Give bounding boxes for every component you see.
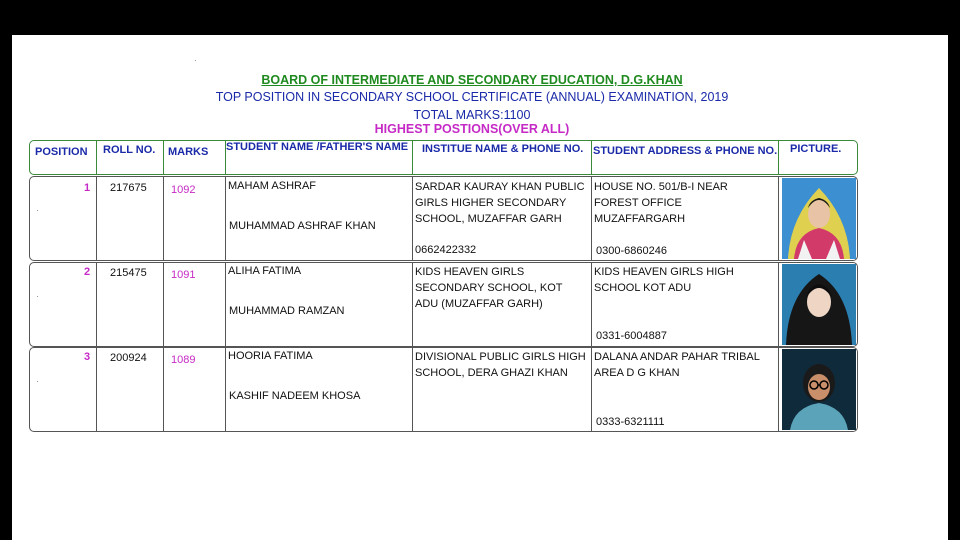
marks: 1089 — [171, 354, 196, 366]
student-photo — [782, 349, 856, 430]
marks: 1091 — [171, 269, 196, 281]
table-row — [29, 347, 858, 432]
marks: 1092 — [171, 184, 196, 196]
institute-phone: 0662422332 — [415, 244, 477, 256]
subtitle: HIGHEST POSTIONS(OVER ALL) — [374, 122, 570, 136]
address-phone: 0333-6321111 — [596, 416, 665, 428]
result-sheet — [12, 35, 948, 540]
position: 3 — [84, 351, 91, 363]
position: 1 — [84, 182, 91, 194]
student-photo — [782, 178, 856, 259]
table-header — [29, 140, 858, 175]
board-title: BOARD OF INTERMEDIATE AND SECONDARY EDUCATION, D.G.KHAN — [261, 73, 683, 87]
col-position: POSITION — [35, 146, 88, 158]
total-marks: TOTAL MARKS:1100 — [413, 108, 531, 122]
address-phone: 0300-6860246 — [596, 245, 667, 257]
col-picture: PICTURE. — [790, 143, 842, 155]
father-name: MUHAMMAD ASHRAF KHAN — [229, 220, 376, 232]
speck — [195, 60, 196, 61]
roll-no: 217675 — [110, 182, 147, 194]
exam-title: TOP POSITION IN SECONDARY SCHOOL CERTIFICATE (ANNUAL) EXAMINATION, 2019 — [215, 90, 729, 104]
student-name: HOORIA FATIMA — [228, 350, 313, 362]
institute-name: SARDAR KAURAY KHAN PUBLIC GIRLS HIGHER SECONDARY SCHOOL, MUZAFFAR GARH — [415, 181, 585, 225]
col-marks: MARKS — [168, 146, 209, 158]
table-row — [29, 176, 858, 261]
col-address: STUDENT ADDRESS & PHONE NO. — [593, 145, 778, 157]
student-address: DALANA ANDAR PAHAR TRIBAL AREA D G KHAN — [594, 351, 760, 379]
address-phone: 0331-6004887 — [596, 330, 667, 342]
col-roll-no: ROLL NO. — [103, 144, 156, 156]
student-name: ALIHA FATIMA — [228, 265, 302, 277]
col-institute: INSTITUE NAME & PHONE NO. — [422, 143, 584, 155]
roll-no: 200924 — [110, 352, 147, 364]
student-name: MAHAM ASHRAF — [228, 180, 317, 192]
col-student-name: STUDENT NAME /FATHER'S NAME — [226, 141, 409, 153]
institute-name: DIVISIONAL PUBLIC GIRLS HIGH SCHOOL, DERA GHAZI KHAN — [415, 351, 586, 379]
roll-no: 215475 — [110, 267, 147, 279]
table-row — [29, 262, 858, 347]
student-address: HOUSE NO. 501/B-I NEAR FOREST OFFICE MUZAFFARGARH — [594, 181, 728, 225]
student-address: KIDS HEAVEN GIRLS HIGH SCHOOL KOT ADU — [594, 266, 734, 294]
father-name: MUHAMMAD RAMZAN — [229, 305, 345, 317]
institute-name: KIDS HEAVEN GIRLS SECONDARY SCHOOL, KOT ADU (MUZAFFAR GARH) — [415, 266, 563, 310]
father-name: KASHIF NADEEM KHOSA — [229, 390, 361, 402]
position: 2 — [84, 266, 91, 278]
student-photo — [782, 264, 856, 345]
